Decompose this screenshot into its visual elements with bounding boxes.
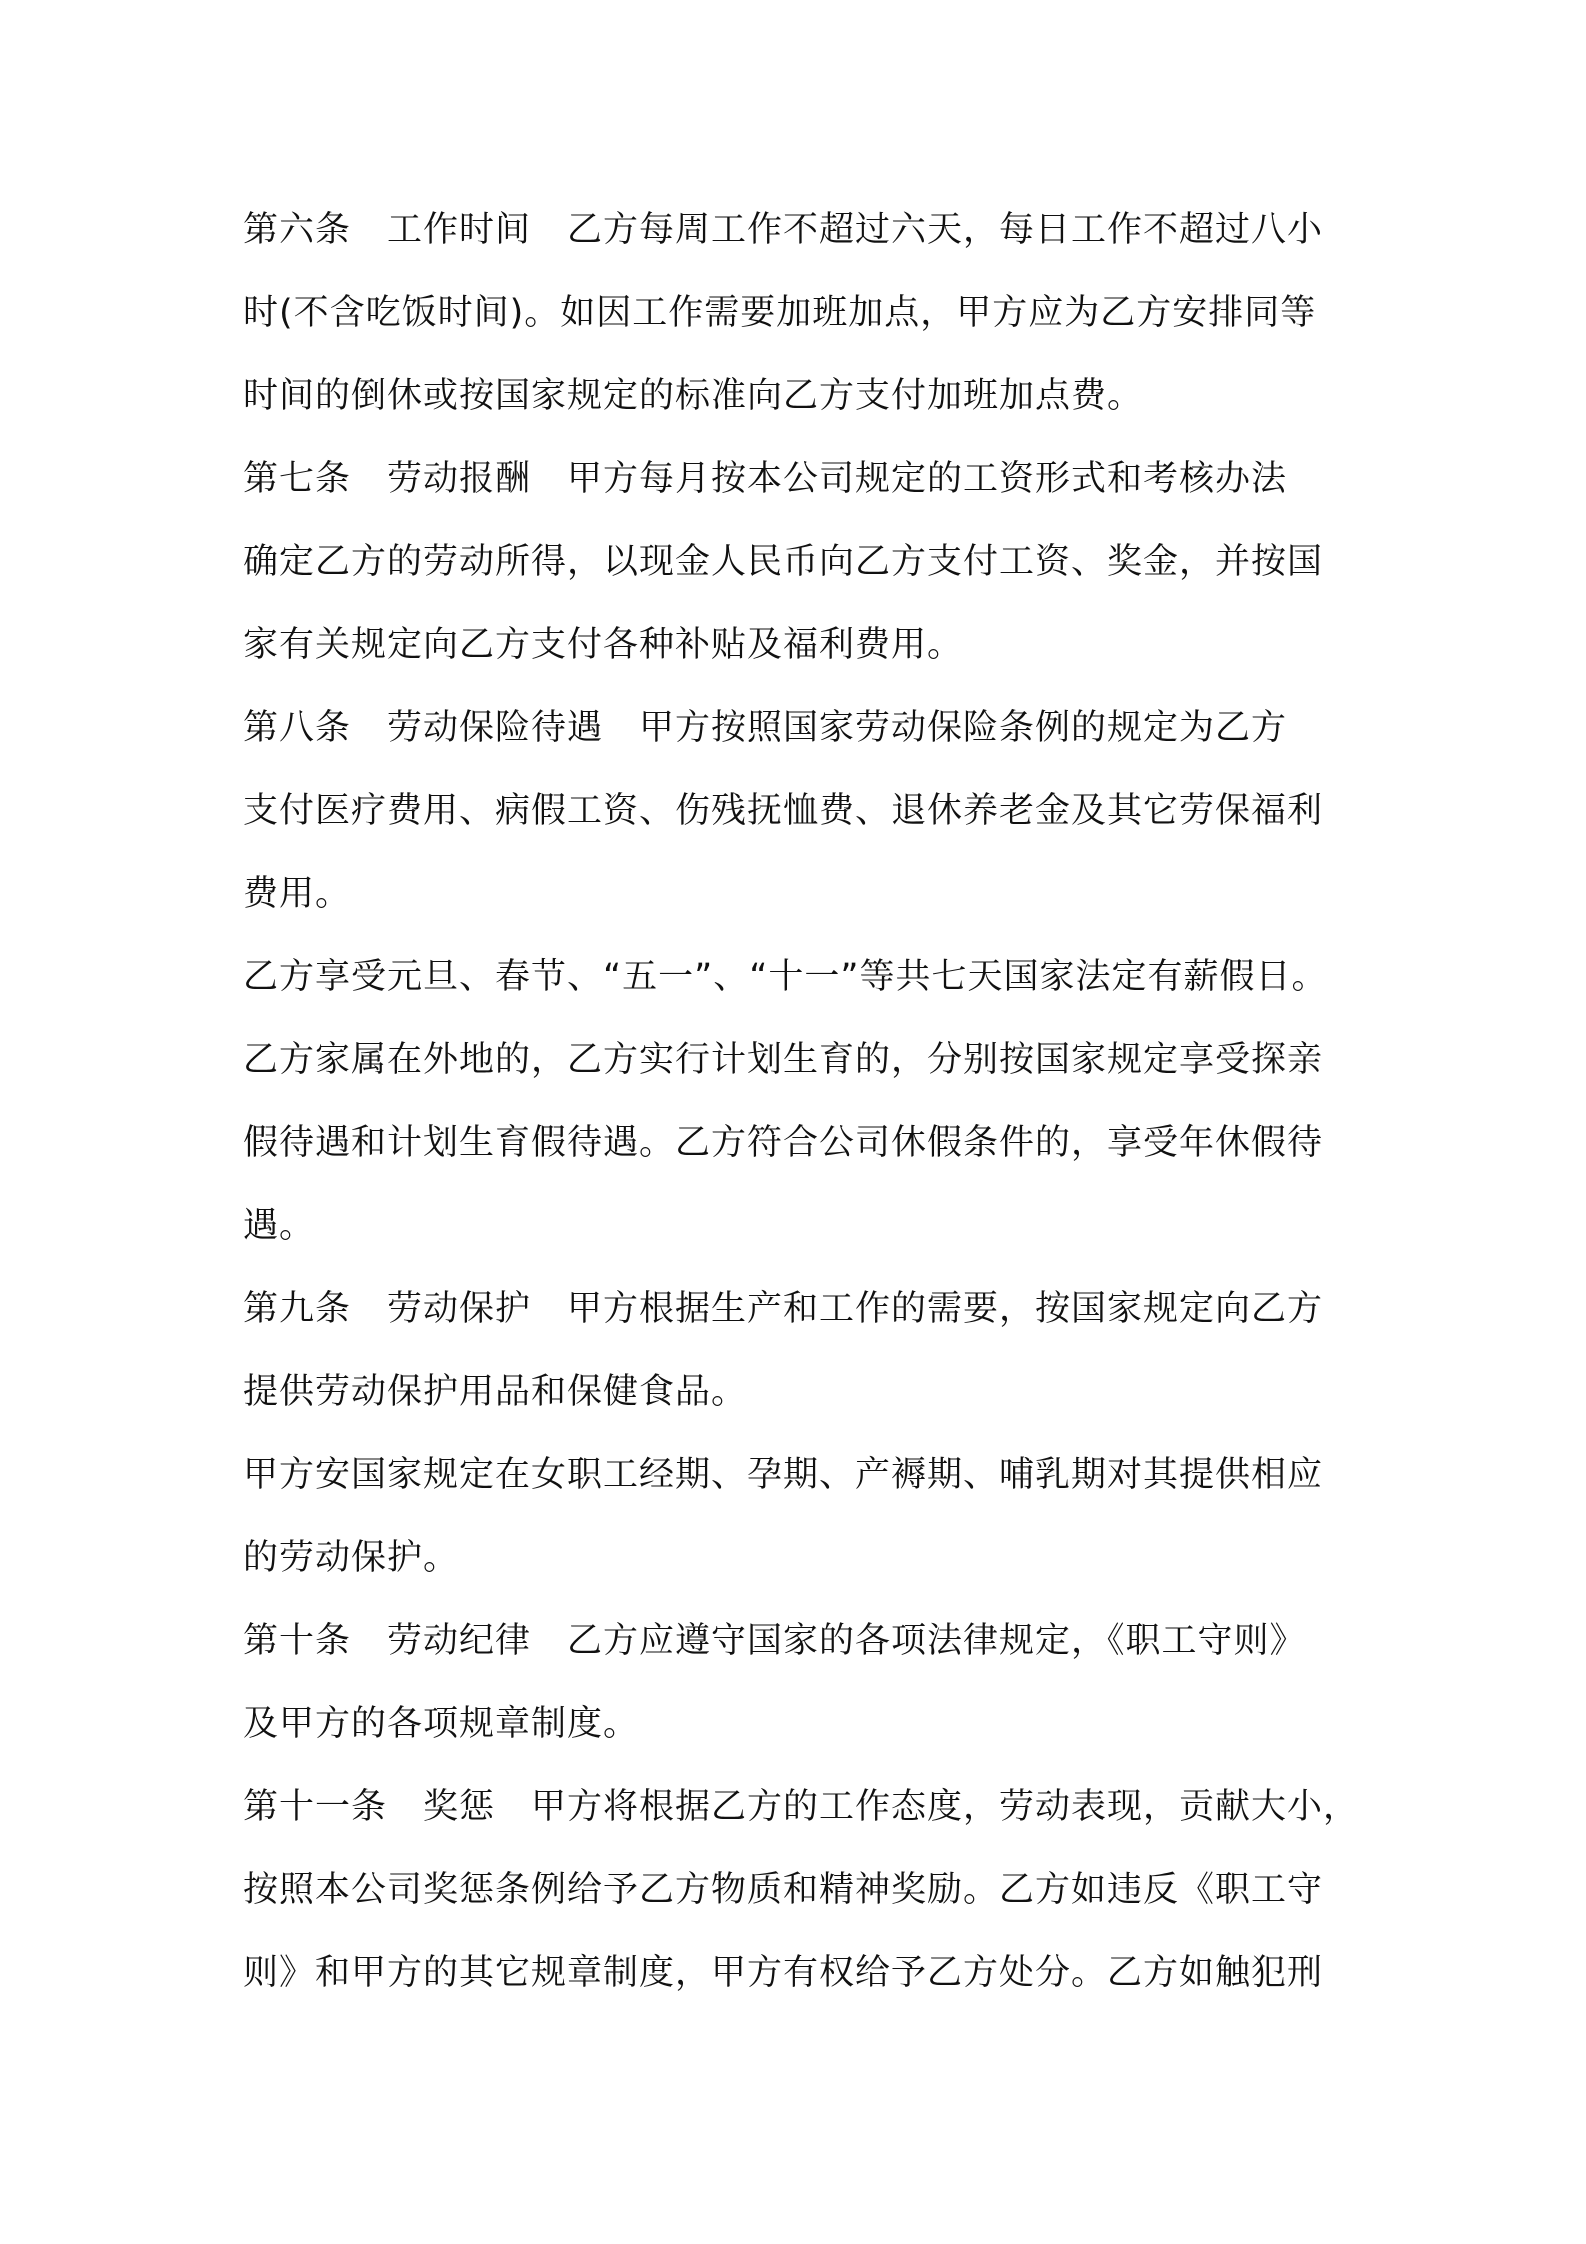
text-line: 费用。 xyxy=(243,874,352,914)
text-line: 则》和甲方的其它规章制度，甲方有权给予乙方处分。乙方如触犯刑 xyxy=(243,1953,1324,1993)
text-line: 第六条 工作时间 乙方每周工作不超过六天，每日工作不超过八小 xyxy=(243,210,1324,250)
text-line: 的劳动保护。 xyxy=(243,1538,460,1578)
text-line: 遇。 xyxy=(243,1206,316,1246)
text-line: 时(不含吃饭时间)。如因工作需要加班加点，甲方应为乙方安排同等 xyxy=(243,293,1317,333)
text-line: 乙方家属在外地的，乙方实行计划生育的，分别按国家规定享受探亲 xyxy=(243,1040,1324,1080)
text-line: 第八条 劳动保险待遇 甲方按照国家劳动保险条例的规定为乙方 xyxy=(243,708,1288,748)
text-line: 第十条 劳动纪律 乙方应遵守国家的各项法律规定，《职工守则》 xyxy=(243,1621,1306,1661)
text-line: 确定乙方的劳动所得，以现金人民币向乙方支付工资、奖金，并按国 xyxy=(243,542,1324,582)
text-line: 家有关规定向乙方支付各种补贴及福利费用。 xyxy=(243,625,964,665)
text-line: 按照本公司奖惩条例给予乙方物质和精神奖励。乙方如违反《职工守 xyxy=(243,1870,1324,1910)
text-line: 第十一条 奖惩 甲方将根据乙方的工作态度，劳动表现，贡献大小， xyxy=(243,1787,1360,1827)
text-line: 及甲方的各项规章制度。 xyxy=(243,1704,640,1744)
text-line: 提供劳动保护用品和保健食品。 xyxy=(243,1372,748,1412)
text-line: 时间的倒休或按国家规定的标准向乙方支付加班加点费。 xyxy=(243,376,1144,416)
text-line: 第七条 劳动报酬 甲方每月按本公司规定的工资形式和考核办法 xyxy=(243,459,1288,499)
text-line: 假待遇和计划生育假待遇。乙方符合公司休假条件的，享受年休假待 xyxy=(243,1123,1324,1163)
text-line: 第九条 劳动保护 甲方根据生产和工作的需要，按国家规定向乙方 xyxy=(243,1289,1324,1329)
text-line: 甲方安国家规定在女职工经期、孕期、产褥期、哺乳期对其提供相应 xyxy=(243,1455,1324,1495)
text-line: 乙方享受元旦、春节、“五一”、“十一”等共七天国家法定有薪假日。 xyxy=(243,957,1328,997)
text-line: 支付医疗费用、病假工资、伤残抚恤费、退休养老金及其它劳保福利 xyxy=(243,791,1324,831)
